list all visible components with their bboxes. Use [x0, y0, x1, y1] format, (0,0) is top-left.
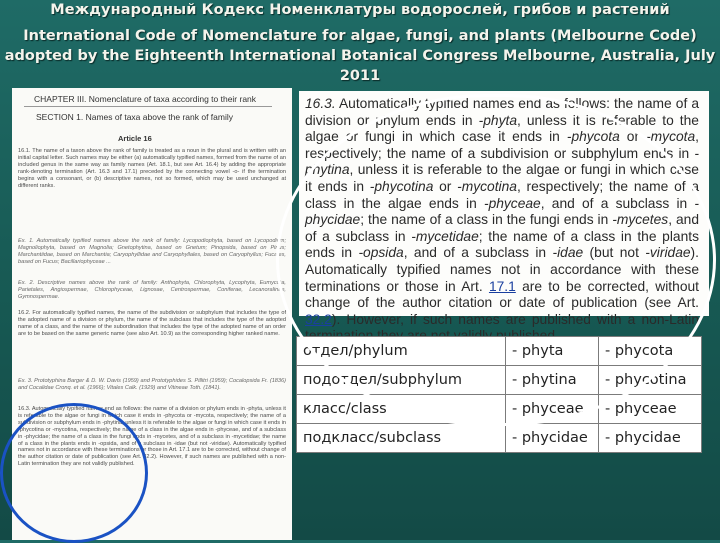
article-text-run: -mycotina: [457, 178, 517, 194]
article-16-3-excerpt: [299, 91, 709, 327]
table-row: [297, 395, 702, 424]
article-text-run: , unless it is referable to the algae or fungi in which case it ends in: [305, 162, 699, 194]
divider-line: [24, 106, 272, 107]
article-text-run: ). Automatically typified names not in accordance with these terminations or those in Art.: [305, 245, 699, 294]
example-2: Ex. 2. Descriptive names above the rank of family: Anthophyta, Chlorophyta, Lycophyta, Eumycota, Parietales, Angiospermae, Chlorophyceae, Lignosae, Centrospermae, Coniferae, Lecanoralinae, Gymnospermae.: [18, 280, 286, 300]
plant-ending-cell: - phyta: [506, 337, 599, 366]
article-text-run: -viridae: [645, 245, 691, 261]
algae-ending-cell: - phycota: [599, 337, 702, 366]
article-text-run: , respectively; the name of a subdivision or subphylum ends in: [305, 129, 699, 161]
article-text-run: ). However, if such names are published with a non-Latin: [331, 311, 699, 327]
article-text-run: -phycota: [566, 129, 620, 145]
example-3: Ex. 3. Prototyphina Barger & D. W. Davis (1959) and Prototyphides S. Pillitri (1959); Cocalopsida Fr. (1836) and Cocalidae Cronq. et al. (1966); Vitales Calk. (1929) and Vitineae Toth. (1841).: [18, 378, 286, 391]
slide-title: Международный Кодекс Номенклатуры водорослей, грибов и растений: [50, 2, 670, 18]
article-reference-link[interactable]: 17.1: [488, 278, 516, 294]
rank-ending-table: [296, 336, 702, 453]
article-text-run: -phyta: [478, 112, 517, 128]
article-text-run: , respectively; the name of a class in the algae ends in: [305, 178, 699, 211]
article-text-run: -phyceae: [483, 195, 541, 211]
rank-cell: класс/class: [297, 395, 506, 424]
article-text-run: ; the name of a class in the fungi ends in: [360, 212, 613, 228]
scanned-code-page: [12, 88, 292, 540]
paragraph-16-2: 16.2. For automatically typified names, the name of the subdivision or subphylum that includes the type of the adopted name of a division or phylum, the name of the subclass that includes the type of the adopted name of a class, and the name of the subordination that includes the type of the adopted name of an order are to be based on the same generic name (see also Art. 10.9) as the corresponding higher ranked name.: [18, 310, 286, 337]
article-text-run: or: [433, 178, 458, 194]
chapter-heading: CHAPTER III. Nomenclature of taxa according to their rank: [34, 94, 257, 104]
article-text-run: (but not: [583, 245, 646, 261]
paragraph-16-3: 16.3. Automatically typified names end as follows: the name of a division or phylum ends in -phyta, unless it is referable to the algae or fungi in which case it ends in -phycota or -mycota, respectively; the name of a subdivision or subphylum ends in -phytina, unless it is referable to the algae or fungi in which case it ends in -phycotina or -mycotina, respectively; the name of a class in the algae ends in -phyceae, and of a subclass in -phycidae; the name of a class in the fungi ends in -mycetes, and of a subclass in -mycetidae; the name of a class in the plants ends in -opsida, and of a subclass in -idae (but not -viridae). Automatically typified names not in accordance with these terminations or those in Art. 17.1 are to be corrected, without change of the author citation or date of publication (see Art. 32.2). However, if such names are published with a non-Latin termination they are not validly published.: [18, 406, 286, 468]
example-1: Ex. 1. Automatically typified names above the rank of family: Lycopodiophyta, based on Lycopodium; Magnoliophyta, based on Magnolia; Gnetophytina, based on Gnetum; Pinopsida, based on Pinus; Marchantiidae, based on Marchantia; Caryophyllidae and Caryophyllales, based on Caryophyllus; Fucales, based on Fucus; Bacillariophyceae ...: [18, 238, 286, 265]
slide-subtitle: International Code of Nomenclature for algae, fungi, and plants (Melbourne Code) adopted by the Eighteenth International Botanical Congress Melbourne, Australia, July 2011: [4, 28, 716, 84]
plant-ending-cell: - phyceae: [506, 395, 599, 424]
table-row: [297, 366, 702, 395]
article-text-run: -phytina: [305, 145, 699, 178]
article-text-run: Automatically typified names end as follows: the name of a division or phylum ends in: [305, 96, 699, 128]
rank-cell: подотдел/subphylum: [297, 366, 506, 395]
algae-ending-cell: - phyceae: [599, 395, 702, 424]
paragraph-16-1: 16.1. The name of a taxon above the rank of family is treated as a noun in the plural and is written with an initial capital letter. Such names may be either (a) automatically typified names, formed from the name of an included genus in the same way as family names (Art. 18.1, but see Art. 16.4) by adding the appropriate rank-denoting termination (Art. 16.3 and 17.1) preceded by the connecting vowel -o- if the termination begins with a consonant, or (b) descriptive names, not so formed, which may be used unchanged at different ranks.: [18, 148, 286, 189]
plant-ending-cell: - phycidae: [506, 424, 599, 453]
article-text-run: -phycidae: [305, 195, 699, 228]
article-text-run: -idae: [552, 245, 584, 261]
article-text-run: -mycetidae: [411, 228, 479, 244]
article-text-run: -mycetes: [612, 212, 669, 228]
article-text-run: -phycotina: [369, 178, 434, 194]
article-text-run: -opsida: [358, 245, 404, 261]
plant-ending-cell: - phytina: [506, 366, 599, 395]
article-text-run: or: [619, 129, 647, 145]
table-row: [297, 337, 702, 366]
article-text-run: -mycota: [646, 129, 696, 145]
rank-cell: подкласс/subclass: [297, 424, 506, 453]
table-row: [297, 424, 702, 453]
rank-cell: отдел/phylum: [297, 337, 506, 366]
article-text-run: , and of a subclass in: [540, 195, 695, 211]
article-text-run: 16.3.: [305, 96, 336, 111]
section-heading: SECTION 1. Names of taxa above the rank of family: [36, 112, 233, 122]
algae-ending-cell: - phycidae: [599, 424, 702, 453]
algae-ending-cell: - phycotina: [599, 366, 702, 395]
article-text-run: , and of a subclass in: [403, 245, 553, 261]
article-text-run: , unless it is referable to the algae or fungi in which case it ends in: [305, 112, 699, 145]
article-text-run: are to be corrected, without change of the author citation or date of publication (see Art.: [305, 278, 699, 311]
article-text-run: ; the name of a class in the plants ends in: [305, 228, 699, 261]
article-heading: Article 16: [118, 134, 152, 143]
article-reference-link[interactable]: 32.2: [305, 311, 332, 327]
article-text-run: , and of a subclass in: [305, 212, 699, 244]
